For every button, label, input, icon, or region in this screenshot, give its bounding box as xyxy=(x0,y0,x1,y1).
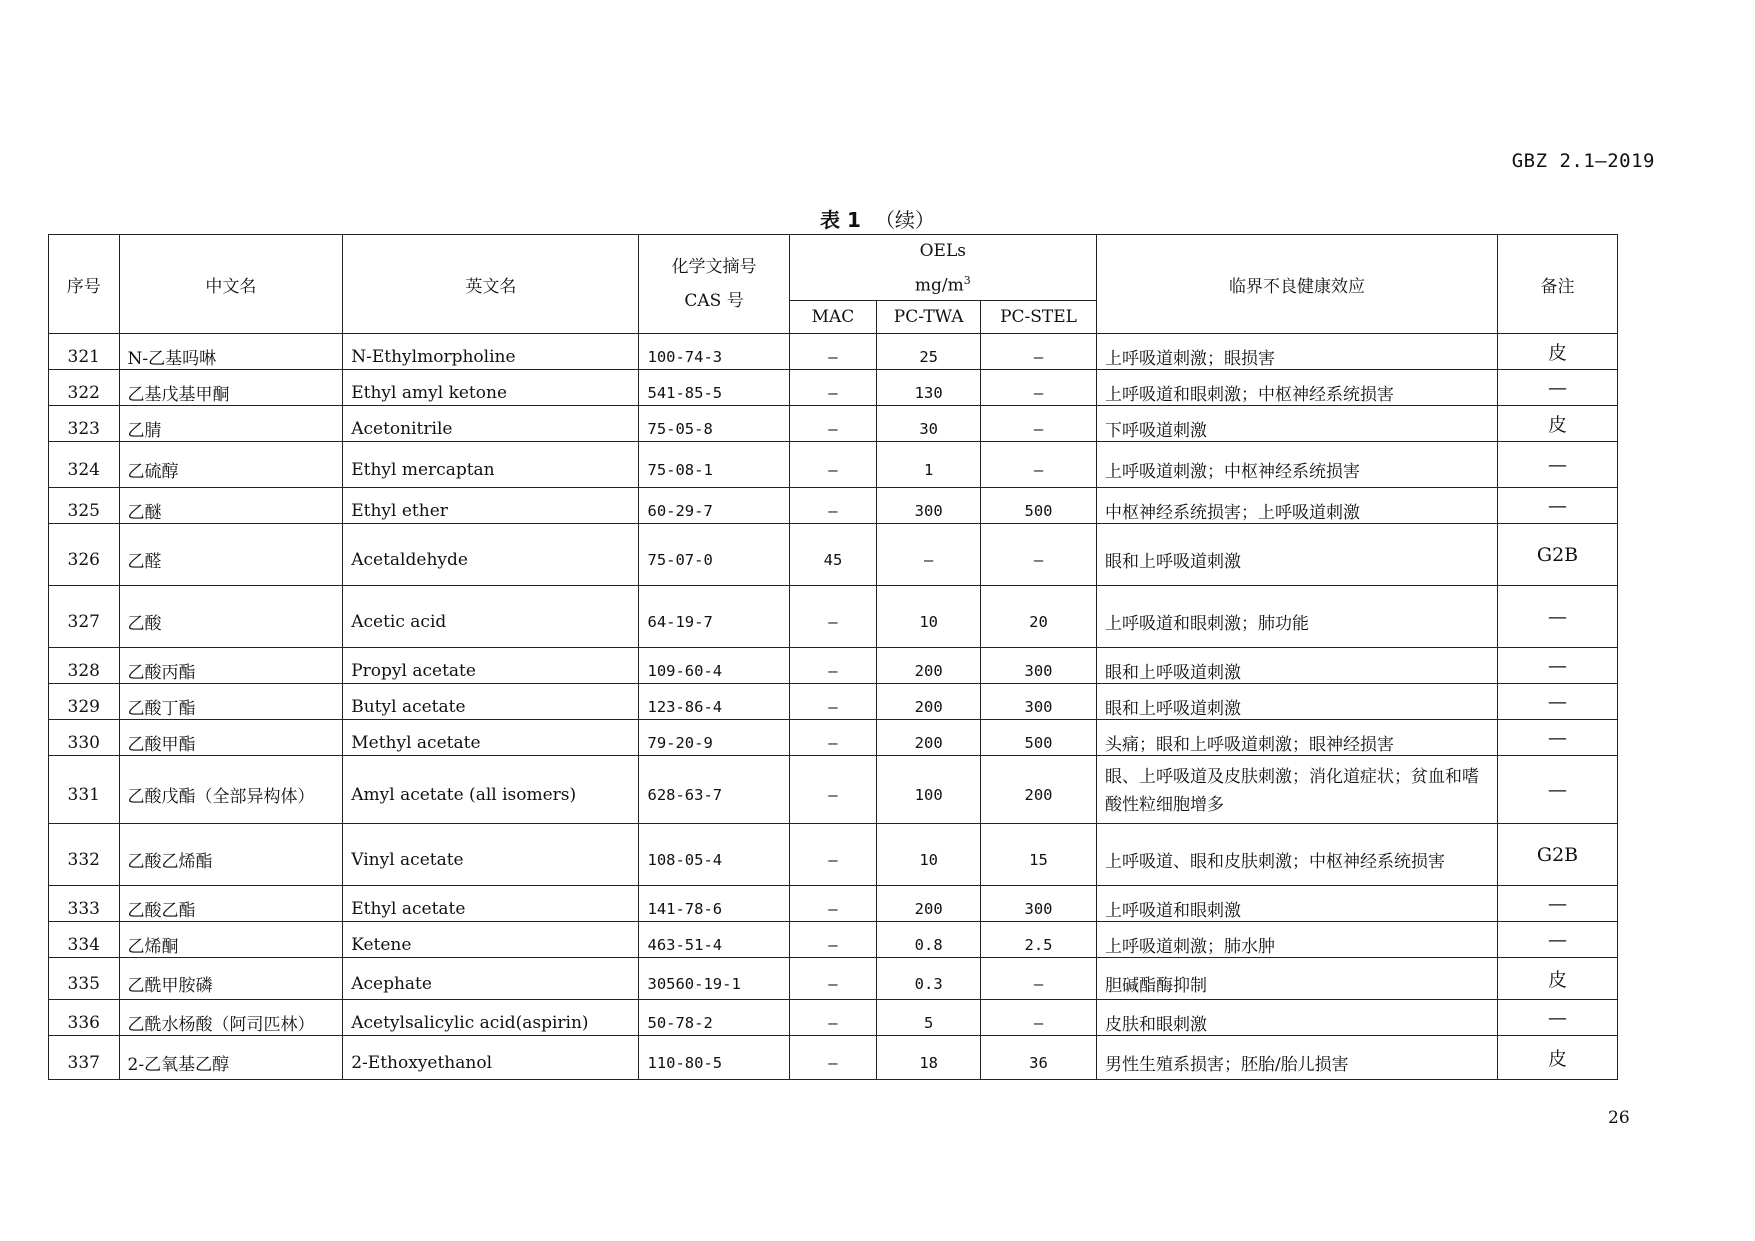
cell-remark: 皮 xyxy=(1498,1036,1618,1080)
cell-cas: 463-51-4 xyxy=(639,922,789,958)
table-row xyxy=(49,1036,1618,1080)
cell-cn-name: 2-乙氧基乙醇 xyxy=(119,1036,343,1080)
cell-cas: 50-78-2 xyxy=(639,1000,789,1036)
cell-no: 329 xyxy=(49,684,120,720)
table-label: 表 1 xyxy=(820,208,861,232)
cell-pc-stel: 200 xyxy=(981,756,1097,824)
cell-cn-name: 乙酸乙烯酯 xyxy=(119,824,343,886)
cell-pc-twa: 300 xyxy=(877,488,981,524)
cell-pc-stel: 36 xyxy=(981,1036,1097,1080)
unit-superscript: 3 xyxy=(963,274,971,288)
cell-cas: 109-60-4 xyxy=(639,648,789,684)
cell-cas: 75-08-1 xyxy=(639,442,789,488)
table-row xyxy=(49,488,1618,524)
cell-mac: — xyxy=(789,442,877,488)
cell-pc-twa: 200 xyxy=(877,648,981,684)
cell-remark: — xyxy=(1498,648,1618,684)
table-row xyxy=(49,756,1618,824)
cell-remark: 皮 xyxy=(1498,334,1618,370)
cell-cn-name: 乙酰水杨酸（阿司匹林） xyxy=(119,1000,343,1036)
cell-pc-twa: 200 xyxy=(877,886,981,922)
table-row xyxy=(49,406,1618,442)
cell-no: 328 xyxy=(49,648,120,684)
cell-cn-name: 乙酸丙酯 xyxy=(119,648,343,684)
cell-pc-stel: 300 xyxy=(981,886,1097,922)
table-row xyxy=(49,720,1618,756)
cell-mac: — xyxy=(789,406,877,442)
cell-pc-stel: 300 xyxy=(981,648,1097,684)
cell-pc-twa: 0.3 xyxy=(877,958,981,1000)
page-number: 26 xyxy=(1608,1108,1630,1128)
header-cas xyxy=(639,235,789,334)
cell-no: 335 xyxy=(49,958,120,1000)
cell-mac: — xyxy=(789,586,877,648)
cell-mac: — xyxy=(789,488,877,524)
cell-no: 333 xyxy=(49,886,120,922)
cell-no: 326 xyxy=(49,524,120,586)
cell-cn-name: 乙基戊基甲酮 xyxy=(119,370,343,406)
cell-pc-twa: 30 xyxy=(877,406,981,442)
cell-cas: 123-86-4 xyxy=(639,684,789,720)
cell-en-name: Vinyl acetate xyxy=(343,824,639,886)
cell-pc-twa: 18 xyxy=(877,1036,981,1080)
cell-no: 330 xyxy=(49,720,120,756)
cell-effect: 皮肤和眼刺激 xyxy=(1096,1000,1497,1036)
cell-effect: 眼、上呼吸道及皮肤刺激；消化道症状；贫血和嗜酸性粒细胞增多 xyxy=(1096,756,1497,824)
cell-cn-name: 乙腈 xyxy=(119,406,343,442)
cell-mac: — xyxy=(789,1036,877,1080)
cell-no: 325 xyxy=(49,488,120,524)
cell-remark: — xyxy=(1498,756,1618,824)
table-row xyxy=(49,524,1618,586)
cell-cas: 30560-19-1 xyxy=(639,958,789,1000)
cell-pc-twa: — xyxy=(877,524,981,586)
cell-pc-twa: 1 xyxy=(877,442,981,488)
cell-pc-twa: 200 xyxy=(877,684,981,720)
header-pc-twa: PC-TWA xyxy=(877,301,981,334)
table-row xyxy=(49,334,1618,370)
cell-effect: 上呼吸道刺激；眼损害 xyxy=(1096,334,1497,370)
cell-remark: — xyxy=(1498,370,1618,406)
cell-pc-twa: 130 xyxy=(877,370,981,406)
cell-remark: — xyxy=(1498,720,1618,756)
cell-en-name: Propyl acetate xyxy=(343,648,639,684)
cell-mac: — xyxy=(789,684,877,720)
cell-pc-stel: — xyxy=(981,406,1097,442)
table-row xyxy=(49,958,1618,1000)
cell-en-name: Acephate xyxy=(343,958,639,1000)
cell-remark: 皮 xyxy=(1498,958,1618,1000)
cell-pc-stel: — xyxy=(981,524,1097,586)
cell-no: 323 xyxy=(49,406,120,442)
cell-pc-stel: 500 xyxy=(981,488,1097,524)
cell-mac: 45 xyxy=(789,524,877,586)
cell-pc-stel: 500 xyxy=(981,720,1097,756)
cell-cn-name: 乙酸戊酯（全部异构体） xyxy=(119,756,343,824)
cell-cn-name: 乙硫醇 xyxy=(119,442,343,488)
cell-no: 332 xyxy=(49,824,120,886)
cell-en-name: Ethyl mercaptan xyxy=(343,442,639,488)
cell-remark: — xyxy=(1498,886,1618,922)
cell-mac: — xyxy=(789,334,877,370)
table-continued: （续） xyxy=(874,208,935,232)
table-caption xyxy=(0,204,1755,233)
cell-en-name: Amyl acetate (all isomers) xyxy=(343,756,639,824)
header-remarks: 备注 xyxy=(1498,235,1618,334)
cell-effect: 男性生殖系损害；胚胎/胎儿损害 xyxy=(1096,1036,1497,1080)
cell-cn-name: 乙酰甲胺磷 xyxy=(119,958,343,1000)
cell-cas: 79-20-9 xyxy=(639,720,789,756)
cell-pc-stel: 2.5 xyxy=(981,922,1097,958)
cell-en-name: Ethyl acetate xyxy=(343,886,639,922)
header-mac: MAC xyxy=(789,301,877,334)
cell-effect: 上呼吸道刺激；中枢神经系统损害 xyxy=(1096,442,1497,488)
cell-mac: — xyxy=(789,720,877,756)
cell-effect: 眼和上呼吸道刺激 xyxy=(1096,648,1497,684)
cell-remark: — xyxy=(1498,442,1618,488)
cell-en-name: Butyl acetate xyxy=(343,684,639,720)
oel-table xyxy=(48,234,1618,1080)
table-row xyxy=(49,648,1618,684)
cell-remark: — xyxy=(1498,488,1618,524)
cell-no: 322 xyxy=(49,370,120,406)
cell-effect: 上呼吸道和眼刺激 xyxy=(1096,886,1497,922)
cell-pc-stel: 20 xyxy=(981,586,1097,648)
cell-no: 327 xyxy=(49,586,120,648)
cell-en-name: Ethyl amyl ketone xyxy=(343,370,639,406)
cell-cas: 628-63-7 xyxy=(639,756,789,824)
cell-pc-stel: — xyxy=(981,442,1097,488)
cell-remark: — xyxy=(1498,586,1618,648)
cell-remark: — xyxy=(1498,1000,1618,1036)
table-row xyxy=(49,886,1618,922)
cell-en-name: Acetaldehyde xyxy=(343,524,639,586)
cell-pc-stel: 15 xyxy=(981,824,1097,886)
cell-cas: 541-85-5 xyxy=(639,370,789,406)
cell-remark: G2B xyxy=(1498,824,1618,886)
header-oels-label: OELs xyxy=(919,241,966,262)
table-row xyxy=(49,442,1618,488)
header-cas-line1: 化学文摘号 xyxy=(671,257,757,277)
cell-cas: 110-80-5 xyxy=(639,1036,789,1080)
cell-pc-twa: 10 xyxy=(877,824,981,886)
cell-cas: 60-29-7 xyxy=(639,488,789,524)
cell-en-name: Acetic acid xyxy=(343,586,639,648)
cell-effect: 下呼吸道刺激 xyxy=(1096,406,1497,442)
cell-effect: 上呼吸道和眼刺激；肺功能 xyxy=(1096,586,1497,648)
table-row xyxy=(49,824,1618,886)
cell-mac: — xyxy=(789,824,877,886)
standard-code: GBZ 2.1—2019 xyxy=(1511,150,1655,172)
cell-effect: 胆碱酯酶抑制 xyxy=(1096,958,1497,1000)
cell-cn-name: 乙酸 xyxy=(119,586,343,648)
header-effects: 临界不良健康效应 xyxy=(1096,235,1497,334)
cell-no: 321 xyxy=(49,334,120,370)
cell-en-name: 2-Ethoxyethanol xyxy=(343,1036,639,1080)
cell-mac: — xyxy=(789,958,877,1000)
cell-no: 324 xyxy=(49,442,120,488)
cell-cn-name: 乙酸丁酯 xyxy=(119,684,343,720)
cell-pc-twa: 0.8 xyxy=(877,922,981,958)
cell-cas: 75-05-8 xyxy=(639,406,789,442)
unit-text: mg/m xyxy=(914,275,964,296)
cell-cn-name: 乙烯酮 xyxy=(119,922,343,958)
cell-effect: 上呼吸道、眼和皮肤刺激；中枢神经系统损害 xyxy=(1096,824,1497,886)
cell-pc-twa: 5 xyxy=(877,1000,981,1036)
cell-pc-stel: 300 xyxy=(981,684,1097,720)
cell-effect: 中枢神经系统损害；上呼吸道刺激 xyxy=(1096,488,1497,524)
cell-pc-stel: — xyxy=(981,370,1097,406)
cell-no: 336 xyxy=(49,1000,120,1036)
cell-effect: 上呼吸道刺激；肺水肿 xyxy=(1096,922,1497,958)
table-row xyxy=(49,370,1618,406)
table-row xyxy=(49,684,1618,720)
cell-mac: — xyxy=(789,886,877,922)
cell-no: 337 xyxy=(49,1036,120,1080)
cell-en-name: Ketene xyxy=(343,922,639,958)
cell-en-name: Acetylsalicylic acid(aspirin) xyxy=(343,1000,639,1036)
cell-pc-twa: 25 xyxy=(877,334,981,370)
cell-mac: — xyxy=(789,648,877,684)
header-en-name: 英文名 xyxy=(343,235,639,334)
cell-cas: 64-19-7 xyxy=(639,586,789,648)
cell-remark: — xyxy=(1498,684,1618,720)
cell-en-name: Ethyl ether xyxy=(343,488,639,524)
cell-cas: 108-05-4 xyxy=(639,824,789,886)
table-row xyxy=(49,922,1618,958)
cell-mac: — xyxy=(789,756,877,824)
cell-pc-stel: — xyxy=(981,334,1097,370)
cell-mac: — xyxy=(789,370,877,406)
cell-cn-name: 乙酸乙酯 xyxy=(119,886,343,922)
cell-no: 331 xyxy=(49,756,120,824)
cell-pc-stel: — xyxy=(981,1000,1097,1036)
cell-cas: 141-78-6 xyxy=(639,886,789,922)
cell-cn-name: 乙酸甲酯 xyxy=(119,720,343,756)
table-row xyxy=(49,1000,1618,1036)
cell-mac: — xyxy=(789,1000,877,1036)
cell-effect: 眼和上呼吸道刺激 xyxy=(1096,684,1497,720)
cell-en-name: N-Ethylmorpholine xyxy=(343,334,639,370)
cell-remark: 皮 xyxy=(1498,406,1618,442)
cell-pc-stel: — xyxy=(981,958,1097,1000)
cell-no: 334 xyxy=(49,922,120,958)
cell-en-name: Methyl acetate xyxy=(343,720,639,756)
header-no: 序号 xyxy=(49,235,120,334)
cell-cn-name: 乙醛 xyxy=(119,524,343,586)
cell-remark: — xyxy=(1498,922,1618,958)
cell-cn-name: 乙醚 xyxy=(119,488,343,524)
cell-cas: 100-74-3 xyxy=(639,334,789,370)
cell-effect: 眼和上呼吸道刺激 xyxy=(1096,524,1497,586)
cell-pc-twa: 200 xyxy=(877,720,981,756)
header-cn-name: 中文名 xyxy=(119,235,343,334)
header-oels-unit xyxy=(798,267,1088,300)
cell-mac: — xyxy=(789,922,877,958)
cell-pc-twa: 10 xyxy=(877,586,981,648)
header-cas-line2: CAS 号 xyxy=(684,291,744,311)
cell-pc-twa: 100 xyxy=(877,756,981,824)
table-row xyxy=(49,586,1618,648)
header-oels xyxy=(789,235,1096,301)
cell-en-name: Acetonitrile xyxy=(343,406,639,442)
cell-effect: 头痛；眼和上呼吸道刺激；眼神经损害 xyxy=(1096,720,1497,756)
header-pc-stel: PC-STEL xyxy=(981,301,1097,334)
cell-cn-name: N-乙基吗啉 xyxy=(119,334,343,370)
cell-remark: G2B xyxy=(1498,524,1618,586)
cell-effect: 上呼吸道和眼刺激；中枢神经系统损害 xyxy=(1096,370,1497,406)
cell-cas: 75-07-0 xyxy=(639,524,789,586)
